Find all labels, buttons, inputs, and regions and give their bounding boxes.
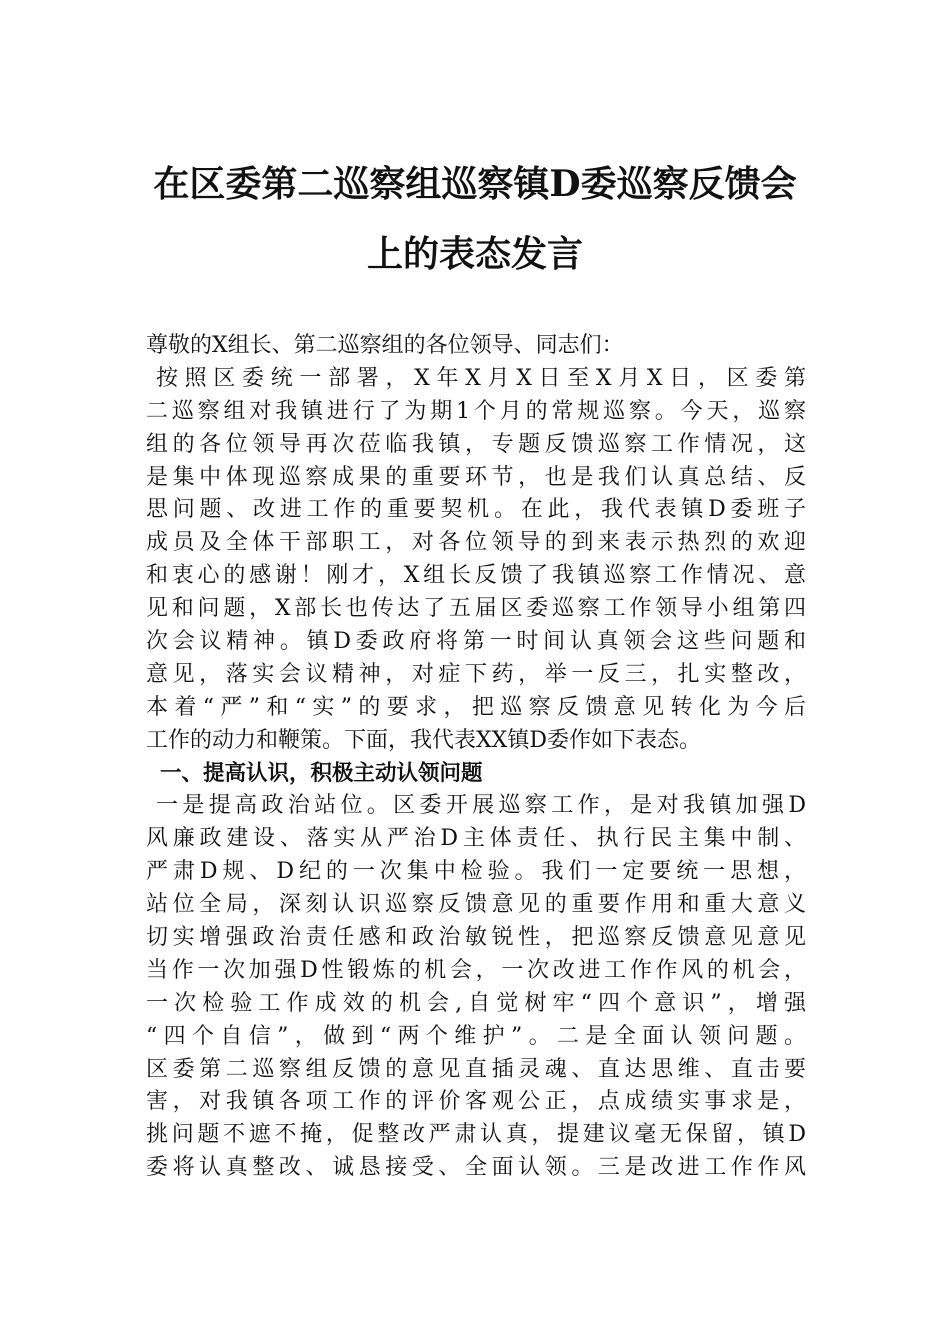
document-title-line-1: 在区委第二巡察组巡察镇D委巡察反馈会	[153, 163, 797, 205]
paragraph-line: 按照区委统一部署，X年X月X日至X月X日，区委第	[156, 365, 806, 391]
paragraph-2	[146, 790, 806, 1185]
paragraph-1	[146, 363, 806, 758]
document-body	[146, 330, 806, 1185]
paragraph-line: 风廉政建设、落实从严治D主体责任、执行民主集中制、	[146, 826, 806, 852]
paragraph-line: 组的各位领导再次莅临我镇，专题反馈巡察工作情况，这	[146, 431, 806, 457]
paragraph-line: “四个自信”，做到“两个维护”。二是全面认领问题。	[146, 1023, 806, 1049]
paragraph-line: 挑问题不遮不掩，促整改严肃认真，提建议毫无保留，镇D	[146, 1122, 806, 1148]
paragraph-line: 站位全局，深刻认识巡察反馈意见的重要作用和重大意义	[146, 892, 806, 918]
paragraph-line: 二巡察组对我镇进行了为期1个月的常规巡察。今天，巡察	[146, 398, 806, 424]
paragraph-line: 害，对我镇各项工作的评价客观公正，点成绩实事求是，	[146, 1089, 806, 1115]
section-heading-1: 一、提高认识，积极主动认领问题	[160, 760, 483, 786]
salutation: 尊敬的X组长、第二巡察组的各位领导、同志们：	[146, 333, 624, 358]
paragraph-line: 本着“严”和“实”的要求，把巡察反馈意见转化为今后	[146, 694, 806, 720]
paragraph-line: 一是提高政治站位。区委开展巡察工作，是对我镇加强D	[156, 793, 806, 819]
paragraph-line: 次会议精神。镇D委政府将第一时间认真领会这些问题和	[146, 629, 806, 655]
paragraph-line: 委将认真整改、诚恳接受、全面认领。三是改进工作作风	[146, 1155, 806, 1181]
paragraph-line: 严肃D规、D纪的一次集中检验。我们一定要统一思想，	[146, 859, 806, 885]
paragraph-line: 见和问题，X部长也传达了五届区委巡察工作领导小组第四	[146, 596, 806, 622]
paragraph-line: 一次检验工作成效的机会,自觉树牢“四个意识”，增强	[146, 990, 806, 1016]
paragraph-line: 当作一次加强D性锻炼的机会，一次改进工作作风的机会，	[146, 957, 806, 983]
paragraph-line: 和衷心的感谢！刚才，X组长反馈了我镇巡察工作情况、意	[146, 563, 806, 589]
paragraph-line: 思问题、改进工作的重要契机。在此，我代表镇D委班子	[146, 497, 806, 523]
paragraph-line: 意见，落实会议精神，对症下药，举一反三，扎实整改，	[146, 661, 806, 687]
paragraph-line: 成员及全体干部职工，对各位领导的到来表示热烈的欢迎	[146, 530, 806, 556]
paragraph-line: 区委第二巡察组反馈的意见直插灵魂、直达思维、直击要	[146, 1056, 806, 1082]
paragraph-line: 切实增强政治责任感和政治敏锐性，把巡察反馈意见意见	[146, 925, 806, 951]
paragraph-line: 是集中体现巡察成果的重要环节，也是我们认真总结、反	[146, 464, 806, 490]
document-title-line-2: 上的表态发言	[366, 233, 583, 275]
paragraph-line: 工作的动力和鞭策。下面，我代表XX镇D委作如下表态。	[146, 727, 701, 753]
